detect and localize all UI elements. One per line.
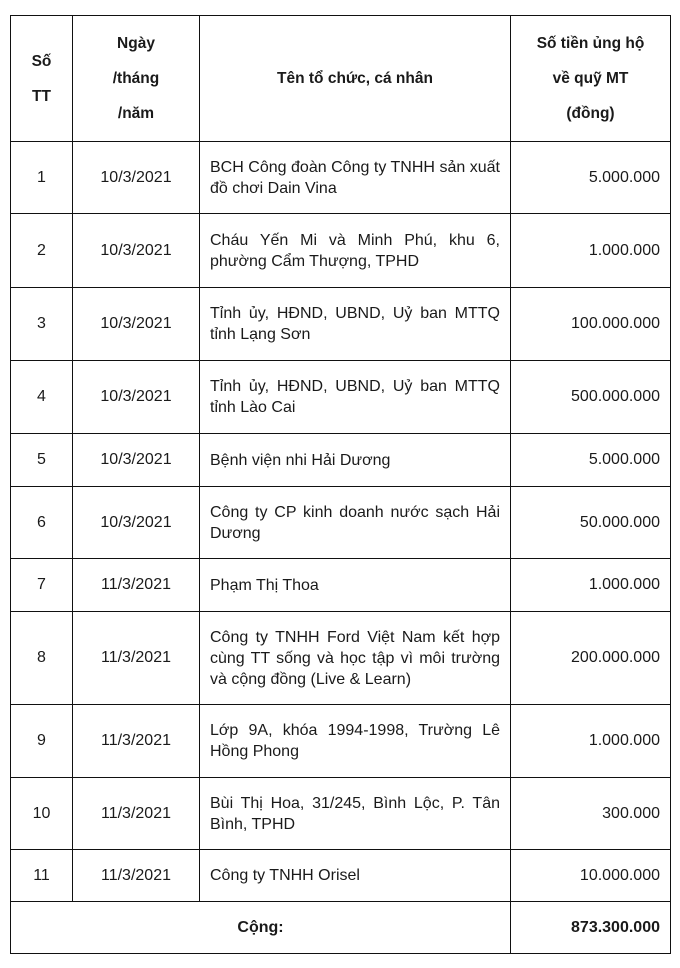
row-amount: 5.000.000 [511, 434, 671, 487]
table-row [11, 214, 671, 288]
row-date: 10/3/2021 [73, 288, 200, 361]
row-donor: Phạm Thị Thoa [200, 559, 511, 612]
row-donor: Công ty CP kinh doanh nước sạch Hải Dương [200, 487, 511, 559]
header-name: Tên tổ chức, cá nhân [200, 16, 511, 142]
table-row [11, 705, 671, 778]
header-amount: Số tiền ủng hộ về quỹ MT (đồng) [511, 16, 671, 142]
table-row [11, 612, 671, 705]
row-date: 11/3/2021 [73, 778, 200, 850]
row-amount: 500.000.000 [511, 361, 671, 434]
row-donor: Tỉnh ủy, HĐND, UBND, Uỷ ban MTTQ tỉnh Lạng Sơn [200, 288, 511, 361]
row-date: 11/3/2021 [73, 705, 200, 778]
row-date: 10/3/2021 [73, 214, 200, 288]
donation-table [10, 15, 671, 954]
row-donor: Cháu Yến Mi và Minh Phú, khu 6, phường Cẩm Thượng, TPHD [200, 214, 511, 288]
row-number: 9 [11, 705, 73, 778]
total-amount: 873.300.000 [511, 902, 671, 954]
row-number: 4 [11, 361, 73, 434]
row-number: 10 [11, 778, 73, 850]
header-date: Ngày /tháng /năm [73, 16, 200, 142]
row-amount: 100.000.000 [511, 288, 671, 361]
row-amount: 5.000.000 [511, 142, 671, 214]
row-amount: 50.000.000 [511, 487, 671, 559]
row-date: 10/3/2021 [73, 361, 200, 434]
row-date: 11/3/2021 [73, 850, 200, 902]
row-donor: Bệnh viện nhi Hải Dương [200, 434, 511, 487]
row-amount: 1.000.000 [511, 214, 671, 288]
row-amount: 1.000.000 [511, 705, 671, 778]
row-donor: Bùi Thị Hoa, 31/245, Bình Lộc, P. Tân Bình, TPHD [200, 778, 511, 850]
row-date: 10/3/2021 [73, 142, 200, 214]
row-amount: 10.000.000 [511, 850, 671, 902]
row-donor: BCH Công đoàn Công ty TNHH sản xuất đồ chơi Dain Vina [200, 142, 511, 214]
table-row [11, 142, 671, 214]
total-row [11, 902, 671, 954]
row-number: 11 [11, 850, 73, 902]
table-row [11, 288, 671, 361]
row-number: 8 [11, 612, 73, 705]
row-number: 5 [11, 434, 73, 487]
row-date: 11/3/2021 [73, 559, 200, 612]
row-date: 10/3/2021 [73, 487, 200, 559]
header-no: Số TT [11, 16, 73, 142]
table-row [11, 778, 671, 850]
table-header-row [11, 16, 671, 142]
row-amount: 300.000 [511, 778, 671, 850]
row-date: 11/3/2021 [73, 612, 200, 705]
row-amount: 200.000.000 [511, 612, 671, 705]
table-row [11, 361, 671, 434]
row-donor: Lớp 9A, khóa 1994-1998, Trường Lê Hồng Phong [200, 705, 511, 778]
row-number: 3 [11, 288, 73, 361]
row-number: 7 [11, 559, 73, 612]
row-donor: Tỉnh ủy, HĐND, UBND, Uỷ ban MTTQ tỉnh Lào Cai [200, 361, 511, 434]
table-row [11, 487, 671, 559]
table-row [11, 850, 671, 902]
row-number: 1 [11, 142, 73, 214]
table-row [11, 434, 671, 487]
row-amount: 1.000.000 [511, 559, 671, 612]
table-row [11, 559, 671, 612]
row-donor: Công ty TNHH Ford Việt Nam kết hợp cùng TT sống và học tập vì môi trường và cộng đồng (Live & Learn) [200, 612, 511, 705]
total-label: Cộng: [11, 902, 511, 954]
row-date: 10/3/2021 [73, 434, 200, 487]
row-number: 2 [11, 214, 73, 288]
row-donor: Công ty TNHH Orisel [200, 850, 511, 902]
row-number: 6 [11, 487, 73, 559]
